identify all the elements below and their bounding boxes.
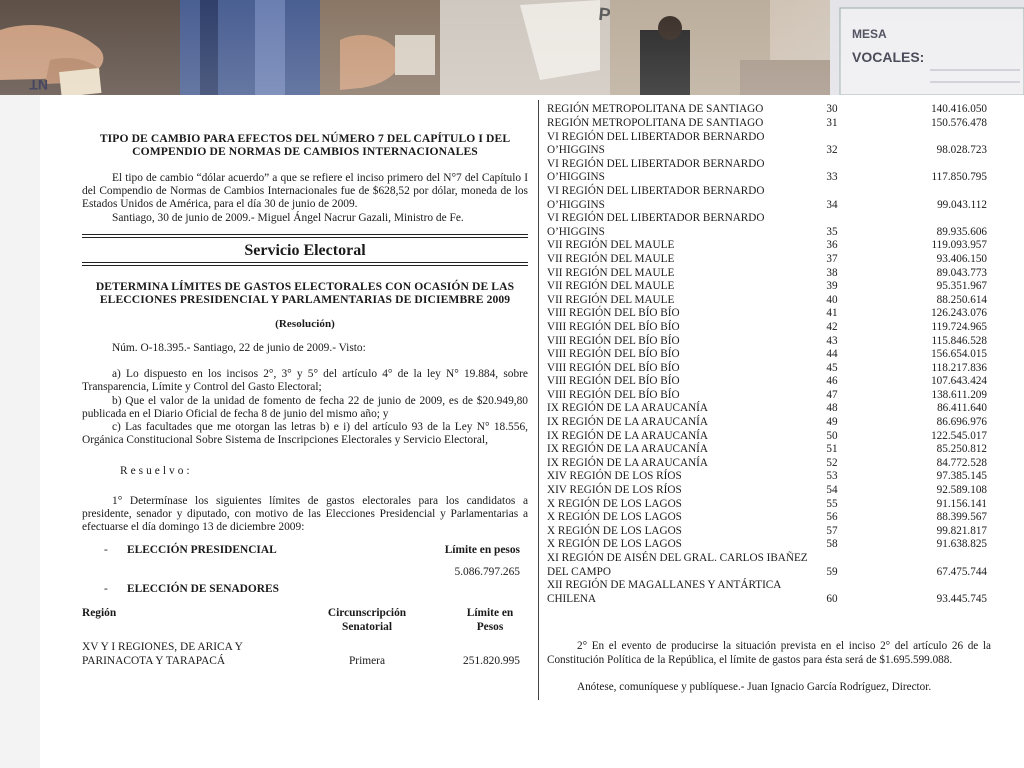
row-district-number: 41 [826, 307, 838, 320]
row-limit-amount: 93.406.150 [936, 252, 987, 265]
bullet: - [104, 583, 108, 596]
table-row [547, 430, 991, 444]
row-district-number: 52 [826, 456, 838, 469]
table-row [547, 470, 991, 484]
row-limit-amount: 89.043.773 [936, 266, 987, 279]
row-district-number: 35 [826, 225, 838, 238]
table-row [547, 416, 991, 430]
row-limit-amount: 93.445.745 [936, 592, 987, 605]
row-limit-amount: 88.250.614 [936, 293, 987, 306]
row-region: VI REGIÓN DEL LIBERTADOR BERNARDO O’HIGGINS [547, 212, 765, 238]
table-row [547, 131, 991, 158]
row-region: IX REGIÓN DE LA ARAUCANÍA [547, 443, 708, 456]
row-district-number: 55 [826, 497, 838, 510]
row-region: XIV REGIÓN DE LOS RÍOS [547, 470, 682, 483]
determination-paragraph: 1° Determínase los siguientes límites de gastos electorales para los candidatos a presidente, senador y diputado, con motivo de las Elecciones Presidencial y Parlamentarias a efectuarse el día domingo 13 de diciembre 2009: [82, 494, 528, 534]
row-limit-amount: 98.028.723 [936, 144, 987, 157]
col-circunscripcion: Circunscripción Senatorial [327, 607, 407, 633]
row-district-number: 44 [826, 348, 838, 361]
presidential-limit-value: 5.086.797.265 [454, 566, 520, 579]
row-district-number: 30 [826, 103, 838, 115]
table-row [547, 579, 991, 606]
row-region: XV Y I REGIONES, DE ARICA Y PARINACOTA Y TARAPACÁ [82, 641, 243, 667]
row-limit-amount: 119.093.957 [931, 239, 987, 252]
row-region: X REGIÓN DE LOS LAGOS [547, 511, 682, 524]
considerando-c: c) Las facultades que me otorgan las letras b) e i) del artículo 93 de la Ley N° 18.556, Orgánica Constitucional Sobre Sistema de Inscripciones Electorales y Servicio Electoral, [82, 421, 528, 447]
row-limit-amount: 122.545.017 [931, 429, 987, 442]
row-limit-amount: 86.411.640 [937, 402, 987, 415]
table-row [547, 348, 991, 362]
col-limite: Límite en Pesos [466, 607, 514, 633]
banner-collage-image [0, 0, 1024, 95]
row-circunscripcion: Primera [348, 655, 386, 668]
exchange-rate-signature: Santiago, 30 de junio de 2009.- Miguel Ángel Nacrur Gazali, Ministro de Fe. [112, 211, 464, 224]
table-row [547, 239, 991, 253]
table-row [547, 267, 991, 281]
row-district-number: 33 [826, 171, 838, 184]
row-region: VIII REGIÓN DEL BÍO BÍO [547, 375, 680, 388]
considerando-a: a) Lo dispuesto en los incisos 2°, 3° y 5° del artículo 4° de la ley N° 19.884, sobre Transparencia, Límite y Control del Gasto Electoral; [82, 368, 528, 394]
table-row [547, 498, 991, 512]
table-row [547, 280, 991, 294]
row-district-number: 48 [826, 402, 838, 415]
table-row [547, 307, 991, 321]
row-limit-amount: 140.416.050 [931, 103, 987, 115]
signature-paragraph: Anótese, comuníquese y publíquese.- Juan Ignacio García Rodríguez, Director. [577, 681, 932, 694]
table-row [547, 375, 991, 389]
row-district-number: 39 [826, 280, 838, 293]
presidential-label: ELECCIÓN PRESIDENCIAL [127, 544, 277, 557]
resolution-number-line: Núm. O-18.395.- Santiago, 22 de junio de 2009.- Visto: [112, 342, 366, 355]
table-row [547, 402, 991, 416]
row-region: VIII REGIÓN DEL BÍO BÍO [547, 348, 680, 361]
table-row [547, 484, 991, 498]
exchange-rate-paragraph: El tipo de cambio “dólar acuerdo” a que se refiere el inciso primero del N°7 del Capítulo I del Compendio de Normas de Cambios Internacionales fue de $628,52 por dólar, moneda de los Estados Unidos de América, para el día 30 de junio de 2009. [82, 172, 528, 211]
row-limit-amount: 117.850.795 [931, 171, 987, 184]
row-region: XIV REGIÓN DE LOS RÍOS [547, 484, 682, 497]
table-row [547, 335, 991, 349]
row-region: VII REGIÓN DEL MAULE [547, 280, 675, 293]
row-district-number: 54 [826, 484, 838, 497]
table-row [547, 212, 991, 239]
row-region: REGIÓN METROPOLITANA DE SANTIAGO [547, 117, 764, 129]
row-limit-amount: 84.772.528 [936, 456, 987, 469]
table-row [547, 457, 991, 471]
row-district-number: 34 [826, 198, 838, 211]
row-region: IX REGIÓN DE LA ARAUCANÍA [547, 429, 708, 442]
row-region: VIII REGIÓN DEL BÍO BÍO [547, 388, 680, 401]
row-region: VIII REGIÓN DEL BÍO BÍO [547, 307, 680, 320]
col-region: Región [82, 607, 117, 620]
row-district-number: 37 [826, 252, 838, 265]
row-district-number: 47 [826, 388, 838, 401]
resuelvo-label: Resuelvo: [120, 465, 193, 478]
row-district-number: 42 [826, 320, 838, 333]
row-limit-amount: 88.399.567 [936, 511, 987, 524]
row-limit-amount: 115.846.528 [931, 334, 987, 347]
row-district-number: 59 [826, 565, 838, 578]
row-limit-amount: 99.043.112 [937, 198, 987, 211]
row-district-number: 40 [826, 293, 838, 306]
row-region: VII REGIÓN DEL MAULE [547, 293, 675, 306]
row-limite: 251.820.995 [463, 655, 520, 668]
row-limit-amount: 150.576.478 [931, 117, 987, 129]
row-limit-amount: 89.935.606 [936, 225, 987, 238]
senators-table-row [82, 641, 528, 671]
article-2-paragraph: 2° En el evento de producirse la situación prevista en el inciso 2° del artículo 26 de la Constitución Política de la República, el límite de gastos para ésta será de $1.695.599.088. [547, 640, 991, 666]
row-region: VI REGIÓN DEL LIBERTADOR BERNARDO O’HIGGINS [547, 130, 765, 157]
table-row [547, 294, 991, 308]
left-column [82, 132, 528, 671]
table-row [547, 511, 991, 525]
table-row [547, 525, 991, 539]
closing-section [547, 640, 991, 695]
row-district-number: 56 [826, 511, 838, 524]
row-district-number: 38 [826, 266, 838, 279]
exchange-rate-heading: TIPO DE CAMBIO PARA EFECTOS DEL NÚMERO 7 DEL CAPÍTULO I DEL COMPENDIO DE NORMAS DE CAMBIOS INTERNACIONALES [99, 132, 511, 158]
column-divider [538, 100, 539, 700]
deputies-limits-table [547, 103, 991, 606]
row-limit-amount: 95.351.967 [936, 280, 987, 293]
table-row [547, 389, 991, 403]
row-region: X REGIÓN DE LOS LAGOS [547, 538, 682, 551]
row-district-number: 58 [826, 538, 838, 551]
row-district-number: 50 [826, 429, 838, 442]
row-region: IX REGIÓN DE LA ARAUCANÍA [547, 402, 708, 415]
table-row [547, 253, 991, 267]
senators-row [82, 581, 528, 599]
row-region: IX REGIÓN DE LA ARAUCANÍA [547, 456, 708, 469]
row-region: VII REGIÓN DEL MAULE [547, 239, 675, 252]
row-region: VIII REGIÓN DEL BÍO BÍO [547, 361, 680, 374]
row-district-number: 32 [826, 144, 838, 157]
row-region: VIII REGIÓN DEL BÍO BÍO [547, 334, 680, 347]
row-limit-amount: 107.643.424 [931, 375, 987, 388]
table-row [547, 538, 991, 552]
row-district-number: 49 [826, 416, 838, 429]
row-limit-amount: 119.724.965 [931, 320, 987, 333]
senators-table-header [82, 605, 528, 639]
table-row [547, 185, 991, 212]
row-limit-amount: 156.654.015 [931, 348, 987, 361]
row-region: X REGIÓN DE LOS LAGOS [547, 524, 682, 537]
row-district-number: 45 [826, 361, 838, 374]
row-limit-amount: 126.243.076 [931, 307, 987, 320]
row-district-number: 51 [826, 443, 838, 456]
row-region: XII REGIÓN DE MAGALLANES Y ANTÁRTICA CHILENA [547, 579, 781, 605]
row-region: REGIÓN METROPOLITANA DE SANTIAGO [547, 103, 764, 115]
row-limit-amount: 86.696.976 [936, 416, 987, 429]
row-limit-amount: 67.475.744 [936, 565, 987, 578]
row-limit-amount: 85.250.812 [936, 443, 987, 456]
row-region: X REGIÓN DE LOS LAGOS [547, 497, 682, 510]
row-district-number: 60 [826, 592, 838, 605]
row-region: VI REGIÓN DEL LIBERTADOR BERNARDO O’HIGGINS [547, 157, 765, 184]
presidential-row [82, 542, 528, 560]
table-row [547, 443, 991, 457]
table-row [547, 158, 991, 185]
row-limit-amount: 91.638.825 [936, 538, 987, 551]
table-row [547, 552, 991, 579]
row-limit-amount: 138.611.209 [931, 388, 987, 401]
bullet: - [104, 544, 108, 557]
row-limit-amount: 92.589.108 [936, 484, 987, 497]
row-district-number: 43 [826, 334, 838, 347]
row-region: IX REGIÓN DE LA ARAUCANÍA [547, 416, 708, 429]
row-region: XI REGIÓN DE AISÉN DEL GRAL. CARLOS IBAÑEZ DEL CAMPO [547, 552, 808, 578]
senators-label: ELECCIÓN DE SENADORES [127, 583, 279, 596]
resolution-label: (Resolución) [275, 318, 335, 331]
row-district-number: 36 [826, 239, 838, 252]
table-row [547, 103, 991, 117]
section-title: Servicio Electoral [244, 241, 366, 259]
limits-heading: DETERMINA LÍMITES DE GASTOS ELECTORALES CON OCASIÓN DE LAS ELECCIONES PRESIDENCIAL Y PARLAMENTARIAS DE DICIEMBRE 2009 [95, 280, 515, 307]
table-row [547, 362, 991, 376]
photo-banner [0, 0, 1024, 95]
row-region: VI REGIÓN DEL LIBERTADOR BERNARDO O’HIGGINS [547, 184, 765, 211]
considerando-b: b) Que el valor de la unidad de fomento de fecha 22 de junio de 2009, es de $20.949,80 publicada en el Diario Oficial de fecha 8 de junio del mismo año; y [82, 394, 528, 420]
table-row [547, 321, 991, 335]
row-limit-amount: 91.156.141 [936, 497, 987, 510]
row-district-number: 46 [826, 375, 838, 388]
row-district-number: 53 [826, 470, 838, 483]
row-limit-amount: 97.385.145 [936, 470, 987, 483]
row-region: VII REGIÓN DEL MAULE [547, 252, 675, 265]
row-district-number: 31 [826, 117, 838, 129]
row-region: VIII REGIÓN DEL BÍO BÍO [547, 320, 680, 333]
row-limit-amount: 118.217.836 [931, 361, 987, 374]
row-district-number: 57 [826, 524, 838, 537]
limit-header: Límite en pesos [444, 544, 520, 557]
table-row [547, 117, 991, 131]
row-limit-amount: 99.821.817 [936, 524, 987, 537]
row-region: VII REGIÓN DEL MAULE [547, 266, 675, 279]
